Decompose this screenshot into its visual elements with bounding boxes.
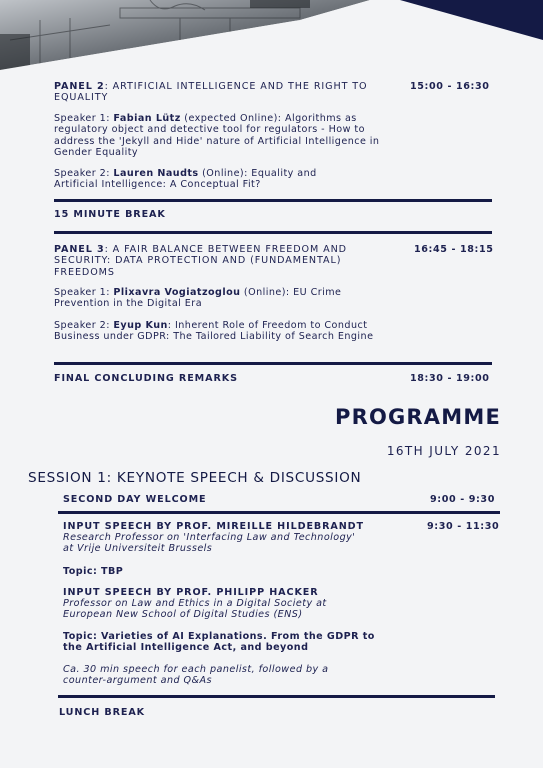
note-line2: counter-argument and Q&As [63,675,212,686]
speaker-talk: (Online): Equality and Artificial Intelligence: A Conceptual Fit? [54,168,317,191]
panel3-title: : A FAIR BALANCE BETWEEN FREEDOM AND SECURITY: DATA PROTECTION AND (FUNDAMENTAL) FREEDOMS [54,244,347,278]
divider [58,511,500,514]
speaker-name: Fabian Lütz [113,113,181,124]
hildebrandt-affiliation-2: at Vrije Universiteit Brussels [63,543,213,554]
topic2-line1 [63,631,375,642]
hildebrandt-time: 9:30 - 11:30 [427,521,500,532]
break-label: 15 MINUTE BREAK [54,209,166,220]
speaker-name: Lauren Naudts [113,168,199,179]
panel3-heading [54,244,389,278]
panel2-heading [54,81,389,104]
hildebrandt-title: INPUT SPEECH BY PROF. MIREILLE HILDEBRANDT [63,521,364,532]
divider [58,695,495,698]
hildebrandt-affiliation-1: Research Professor on 'Interfacing Law and Technology' [63,532,356,543]
speaker-prefix: Speaker 1: [54,287,114,298]
panel2-speaker1 [54,113,399,159]
welcome-label: SECOND DAY WELCOME [63,494,207,505]
topic2-line2: the Artificial Intelligence Act, and beyond [63,642,309,653]
programme-date: 16TH JULY 2021 [386,444,501,458]
speaker-prefix: Speaker 1: [54,113,114,124]
speaker-prefix: Speaker 2: [54,320,114,331]
panel2-speaker2 [54,168,354,191]
panel3-speaker2 [54,320,399,343]
panel3-label: PANEL 3 [54,244,105,255]
divider [54,199,492,202]
panel3-time: 16:45 - 18:15 [414,244,494,255]
lunch-break-label: LUNCH BREAK [59,707,146,718]
speaker-talk: : Inherent Role of Freedom to Conduct Business under GDPR: The Tailored Liability of Search Engine [54,320,374,343]
panel2-title: : ARTIFICIAL INTELLIGENCE AND THE RIGHT TO EQUALITY [54,81,368,104]
topic-label: Topic [63,631,93,642]
hacker-affiliation-2: European New School of Digital Studies (ENS) [63,609,303,620]
final-remarks-label: FINAL CONCLUDING REMARKS [54,373,238,384]
speaker-prefix: Speaker 2: [54,168,114,179]
panel2-time: 15:00 - 16:30 [410,81,490,92]
divider [54,362,492,365]
hacker-affiliation-1: Professor on Law and Ethics in a Digital Society at [63,598,327,609]
hacker-title: INPUT SPEECH BY PROF. PHILIPP HACKER [63,587,319,598]
programme-title: PROGRAMME [334,405,501,429]
final-remarks-time: 18:30 - 19:00 [410,373,490,384]
topic1 [63,566,123,577]
topic-label: Topic [63,566,93,577]
panel3-speaker1 [54,287,384,310]
speaker-talk: (Online): EU Crime Prevention in the Digital Era [54,287,342,310]
speaker-name: Plixavra Vogiatzoglou [113,287,241,298]
topic-value: : TBP [92,566,124,577]
speaker-name: Eyup Kun [113,320,168,331]
divider [54,231,492,234]
panel2-label: PANEL 2 [54,81,105,92]
header-building-photo [0,0,543,72]
topic-value: : Varieties of AI Explanations. From the GDPR to [92,631,375,642]
speaker-talk: (expected Online): Algorithms as regulatory object and detective tool for regulators - How to address the 'Jekyll and Hide' nature of Artificial Intelligence in Gender Equality [54,113,380,159]
note-line1: Ca. 30 min speech for each panelist, followed by a [63,664,329,675]
welcome-time: 9:00 - 9:30 [430,494,495,505]
session1-title: SESSION 1: KEYNOTE SPEECH & DISCUSSION [28,470,362,486]
